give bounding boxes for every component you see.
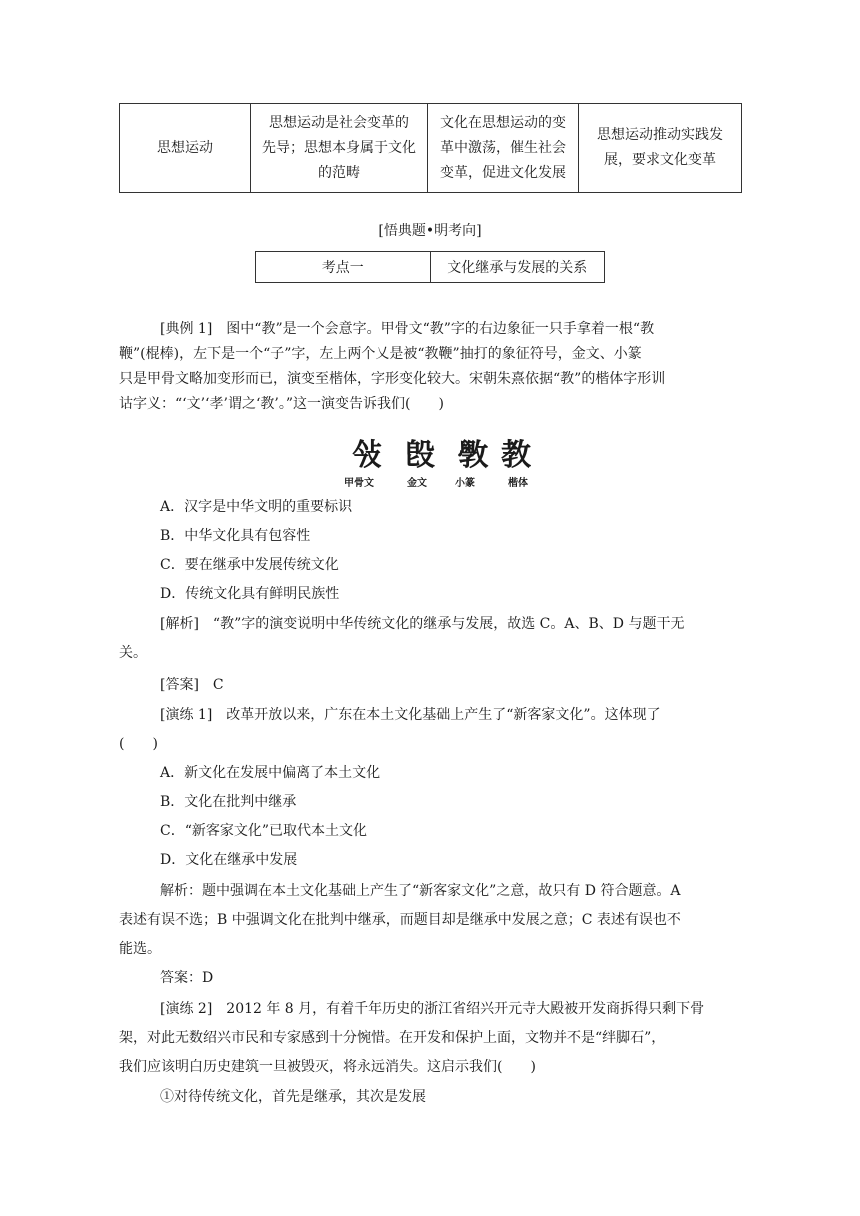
practice1-option-a: A．新文化在发展中偏离了本土文化 [160,765,381,781]
example1-line3: 只是甲骨文略加变形而已，演变至楷体，字形变化较大。宋朝朱熹依据“教”的楷体字形训 [119,371,666,387]
practice2-line1: [演练 2] 2012 年 8 月，有着千年历史的浙江省绍兴开元寺大殿被开发商拆得只剩下骨 [160,1001,705,1017]
kaodian-value: 文化继承与发展的关系 [430,252,605,283]
table-cell-culture-effect: 文化在思想运动的变 革中激荡，催生社会 变革，促进文化发展 [428,104,579,193]
jiao-character-figure [338,430,548,490]
xiaozhuan-label: 小篆 [455,478,475,489]
table-row [120,104,742,193]
table-row [256,252,605,283]
answer1: [答案] C [160,677,224,693]
practice2-line2: 架，对此无数绍兴市民和专家感到十分惋惜。在开发和保护上面，文物并不是“绊脚石”， [119,1030,666,1046]
kaiti-label: 楷体 [508,478,528,489]
practice1-line2: ( ) [119,736,158,752]
practice1-option-b: B．文化在批判中继承 [160,794,297,810]
option-c: C．要在继承中发展传统文化 [160,557,339,573]
analysis1-line1: [解析] “教”字的演变说明中华传统文化的继承与发展，故选 C。A、B、D 与题干无 [160,616,685,632]
kaodian-table [255,251,605,283]
jinwen-glyph: 𣪘 [405,438,435,473]
option-d: D．传统文化具有鲜明民族性 [160,586,340,602]
jinwen-label: 金文 [407,478,427,489]
thought-movement-table [119,103,742,193]
practice1-line1: [演练 1] 改革开放以来，广东在本土文化基础上产生了“新客家文化”。这体现了 [160,707,661,723]
analysis2-line1: 解析：题中强调在本土文化基础上产生了“新客家文化”之意，故只有 D 符合题意。A [160,883,681,899]
analysis2-line3: 能选。 [119,941,161,957]
option-b: B．中华文化具有包容性 [160,528,311,544]
example1-line4: 诂字义：“‘文’‘孝’谓之‘教’。”这一演变告诉我们( ) [119,396,444,412]
section-title: [悟典题•明考向] [378,223,482,239]
kaiti-glyph: 教 [501,438,531,473]
example1-line1: [典例 1] 图中“教”是一个会意字。甲骨文“教”字的右边象征一只手拿着一根“教 [160,321,655,337]
table-cell-relation: 思想运动是社会变革的 先导；思想本身属于文化 的范畴 [251,104,428,193]
practice2-line3: 我们应该明白历史建筑一旦被毁灭，将永远消失。这启示我们( ) [119,1059,536,1075]
example1-line2: 鞭”(棍棒)，左下是一个“子”字，左上两个乂是被“教鞭”抽打的象征符号，金文、小篆 [119,346,642,362]
practice1-option-c: C．“新客家文化”已取代本土文化 [160,823,368,839]
xiaozhuan-glyph: 斆 [458,438,488,473]
table-cell-practice: 思想运动推动实践发 展，要求文化变革 [579,104,742,193]
table-cell-title: 思想运动 [120,104,251,193]
jiaguwen-label: 甲骨文 [344,478,374,489]
analysis2-line2: 表述有误不选；B 中强调文化在批判中继承，而题目却是继承中发展之意；C 表述有误也不 [119,912,681,928]
practice2-item-1: ①对待传统文化，首先是继承，其次是发展 [160,1089,426,1105]
jiaguwen-glyph: 㪁 [352,438,382,473]
analysis1-line2: 关。 [119,645,147,661]
kaodian-label: 考点一 [256,252,431,283]
practice1-option-d: D．文化在继承中发展 [160,852,298,868]
option-a: A．汉字是中华文明的重要标识 [160,499,353,515]
answer2: 答案：D [160,970,214,986]
